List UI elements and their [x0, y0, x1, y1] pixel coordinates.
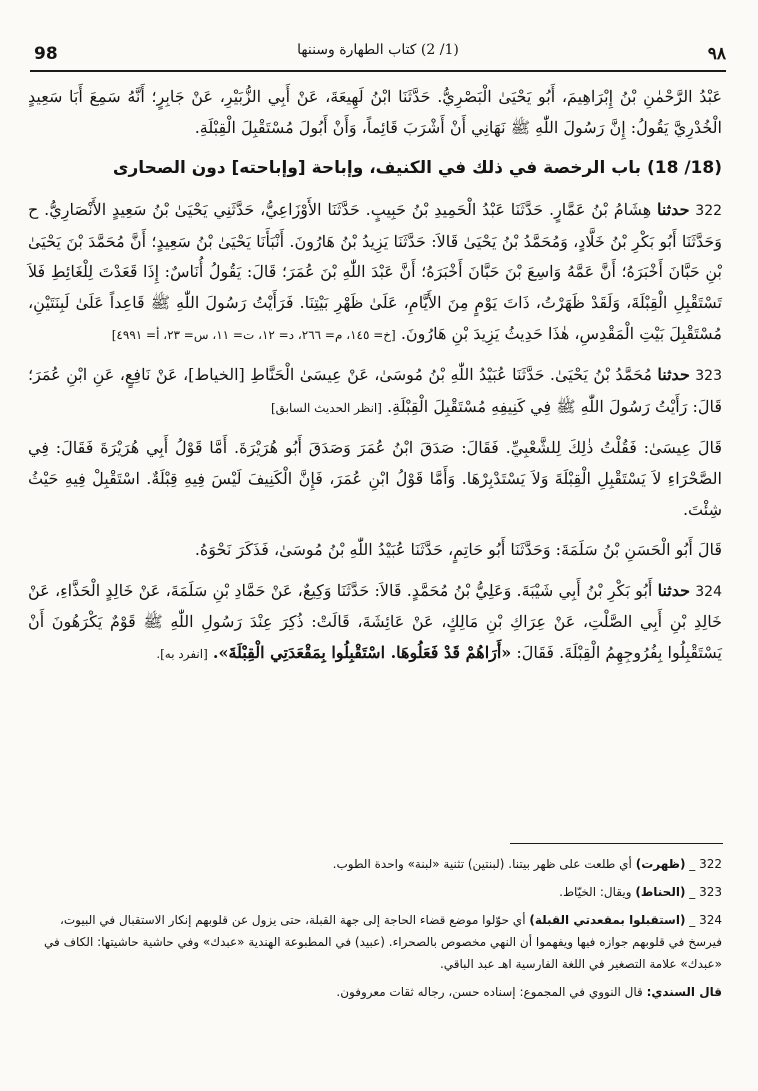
hadith-reference: [خ= ١٤٥، م= ٢٦٦، د= ١٢، ت= ١١، س= ٢٣، أ= ٤٩٩١] [111, 327, 396, 342]
footnote-term: (استقبلوا بمقعدتي القبلة) [529, 913, 686, 927]
footnote-number: 323 _ [689, 885, 722, 899]
main-text [28, 82, 722, 680]
footnote-text: ويقال: الخيّاط. [559, 885, 632, 899]
hadith-quote: «أَرَاهُمْ قَدْ فَعَلُوهَا. اسْتَقْبِلُوا بِمَقْعَدَتِي الْقِبْلَةَ». [212, 642, 512, 662]
hadith-322 [28, 195, 722, 350]
footnote [28, 909, 722, 975]
hadith-text: هِشَامُ بْنُ عَمَّارٍ. حَدَّثَنَا عَبْدُ الْحَمِيدِ بْنُ حَبِيبٍ. حَدَّثَنَا الأَوْزَاعِيُّ، حَدَّثَنِي يَحْيَىٰ بْنُ سَعِيدٍ الأَنْصَارِيُّ. ح وَحَدَّثَنَا أَبُو بَكْرِ بْنُ خَلَّادٍ، وَمُحَمَّدُ بْنُ يَحْيَىٰ قَالاَ: حَدَّثَنَا يَزِيدُ بْنُ هَارُونَ. أَنْبَأَنَا يَحْيَىٰ بْنُ سَعِيدٍ؛ أَنَّ مُحَمَّدَ بْنَ يَحْيَىٰ بْنِ حَبَّانَ أَخْبَرَهُ؛ أَنَّ عَمَّهُ وَاسِعَ بْنَ حَبَّانَ أَخْبَرَهُ؛ أَنَّ عَبْدَ اللّٰهِ بْنَ عُمَرَ؛ قَالَ: يَقُولُ أُنَاسٌ: إِذَا قَعَدْتَ لِلْغَائِطِ فَلاَ تَسْتَقْبِلِ الْقِبْلَةَ، وَلَقَدْ ظَهَرْتُ، ذَاتَ يَوْمٍ مِنَ الأَيَّامِ، عَلَىٰ ظَهْرِ بَيْتِنَا. فَرَأَيْتُ رَسُولَ اللّٰهِ ﷺ قَاعِداً عَلَىٰ لَبِنَتَيْنِ، مُسْتَقْبِلَ بَيْتِ الْمَقْدِسِ، هٰذَا حَدِيثُ يَزِيدَ بْنِ هَارُونَ. [28, 200, 723, 343]
hadith-number: 323 [695, 368, 722, 385]
hadith-number: 324 [695, 583, 722, 600]
hadith-number: 322 [695, 203, 723, 220]
footnote-term: قال السندي: [646, 985, 722, 999]
hadith-324 [28, 576, 722, 670]
footnote-text: أي حوّلوا موضع قضاء الحاجة إلى جهة القبلة، حتى يزول عن قلوبهم إنكار الاستقبال في البيوت، فيرسخ في قلوبهم جوازه فيها ويفهموا أن النهي مخصوص بالصحراء. (عبيد) في المطبوعة الهندية «عبدك» وفي حاشية حاشيتها: الكاف في «عبدك» علامة التصغير في اللغة الفارسية اهـ عبد الباقي. [44, 913, 722, 971]
hadith-lead: حدثنا [657, 200, 690, 220]
continuation-paragraph: عَبْدُ الرَّحْمٰنِ بْنُ إِبْرَاهِيمَ، أَبُو يَحْيَىٰ الْبَصْرِيُّ. حَدَّثَنَا ابْنُ لَهِيعَةَ، عَنْ أَبِي الزُّبَيْرِ، عَنْ جَابِرٍ؛ أَنَّهُ سَمِعَ أَبَا سَعِيدٍ الْخُدْرِيَّ يَقُولُ: إِنَّ رَسُولَ اللّٰهِ ﷺ نَهَانِي أَنْ أَشْرَبَ قَائِماً، وَأَنْ أَبُولَ مُسْتَقْبِلَ الْقِبْلَةِ. [28, 87, 722, 137]
footnote-term: (الحناط) [635, 885, 686, 899]
hadith-reference: [انظر الحديث السابق] [270, 400, 382, 415]
footnote-number: 322 _ [689, 857, 722, 871]
hadith-reference: [انفرد به]. [156, 646, 208, 661]
footnote-text: أي طلعت على ظهر بيتنا. (لبنتين) تثنية «لبنة» واحدة الطوب. [332, 857, 632, 871]
footnote [28, 981, 722, 1003]
hadith-lead: حدثنا [657, 365, 690, 385]
page-number-arabic: ٩٨ [707, 44, 726, 64]
footnote-term: (ظهرت) [635, 857, 686, 871]
commentary-paragraph: قَالَ أَبُو الْحَسَنِ بْنُ سَلَمَةَ: وَحَدَّثَنَا أَبُو حَاتِمٍ، حَدَّثَنَا عُبَيْدُ اللّٰهِ بْنُ مُوسَىٰ، فَذَكَرَ نَحْوَهُ. [194, 540, 722, 560]
hadith-lead: حدثنا [657, 580, 691, 600]
footnote-divider [510, 843, 723, 844]
footnote [28, 881, 722, 903]
hadith-text: أَبُو بَكْرِ بْنُ أَبِي شَيْبَةَ. وَعَلِيُّ بْنُ مُحَمَّدٍ. قَالاَ: حَدَّثَنَا وَكِيعٌ، عَنْ حَمَّادِ بْنِ سَلَمَةَ، عَنْ خَالِدٍ الْحَذَّاءِ، عَنْ خَالِدِ بْنِ أَبِي الصَّلْتِ، عَنْ عِرَاكِ بْنِ مَالِكٍ، عَنْ عَائِشَةَ، قَالَتْ: ذُكِرَ عِنْدَ رَسُولِ اللّٰهِ ﷺ قَوْمٌ يَكْرَهُونَ أَنْ يَسْتَقْبِلُوا بِفُرُوجِهِمُ الْقِبْلَةَ. فَقَالَ: [28, 580, 723, 662]
footnote-text: قال النووي في المجموع: إسناده حسن، رجاله ثقات معروفون. [336, 985, 643, 999]
running-head: (1/ 2) كتاب الطهارة وسننها [297, 42, 459, 58]
commentary-paragraph: قَالَ عِيسَىٰ: فَقُلْتُ ذٰلِكَ لِلشَّعْبِيِّ. فَقَالَ: صَدَقَ ابْنُ عُمَرَ وَصَدَقَ أَبُو هُرَيْرَةَ. أَمَّا قَوْلُ أَبِي هُرَيْرَةَ فَقَالَ: فِي الصَّحْرَاءِ لاَ يَسْتَقْبِلِ الْقِبْلَةَ وَلاَ يَسْتَدْبِرْهَا. وَأَمَّا قَوْلُ ابْنِ عُمَرَ، فَإِنَّ الْكَنِيفَ لَيْسَ فِيهِ قِبْلَةٌ. اسْتَقْبِلْ فِيهِ حَيْثُ شِئْتَ. [28, 438, 722, 519]
page-number-latin: 98 [34, 44, 58, 64]
hadith-text: مُحَمَّدُ بْنُ يَحْيَىٰ. حَدَّثَنَا عُبَيْدُ اللّٰهِ بْنُ مُوسَىٰ، عَنْ عِيسَىٰ الْحَنَّاطِ [الخياط]، عَنْ نَافِعٍ، عَنِ ابْنِ عُمَرَ؛ قَالَ: رَأَيْتُ رَسُولَ اللّٰهِ ﷺ فِي كَنِيفِهِ مُسْتَقْبِلَ الْقِبْلَةِ. [28, 365, 722, 416]
footnote [28, 853, 722, 875]
hadith-323 [28, 360, 722, 423]
footnote-number: 324 _ [689, 913, 722, 927]
footnotes [28, 853, 722, 1009]
page-header [30, 36, 726, 72]
chapter-title: (18/ 18) باب الرخصة في ذلك في الكنيف، وإباحة [وإباحته] دون الصحارى [112, 158, 722, 179]
